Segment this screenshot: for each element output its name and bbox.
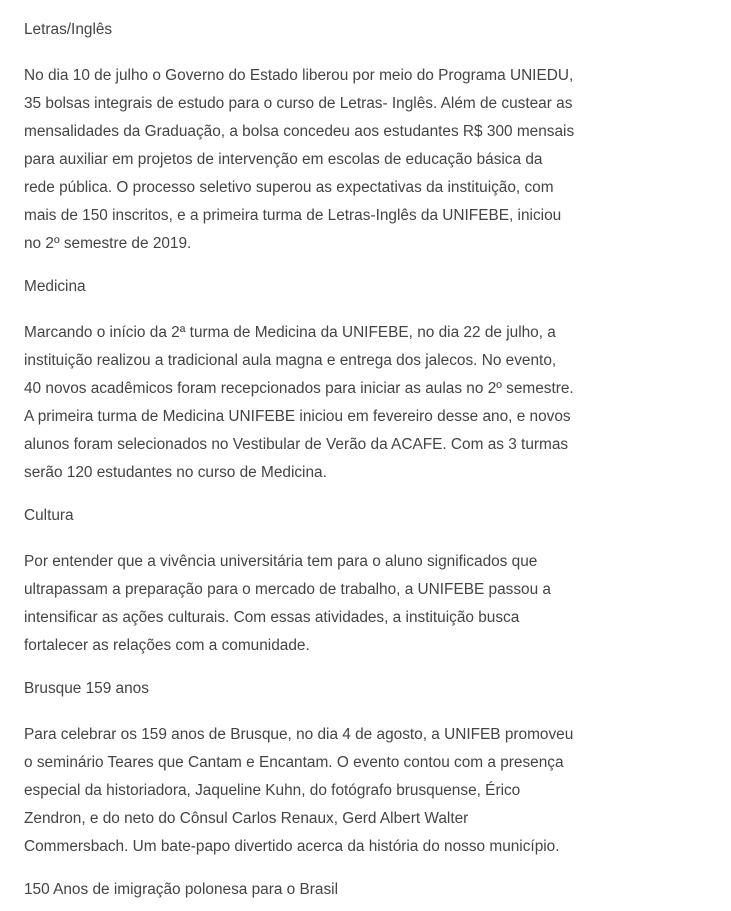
paragraph-line: o seminário Teares que Cantam e Encantam. O evento contou com a presença xyxy=(24,754,564,771)
paragraph-line: instituição realizou a tradicional aula magna e entrega dos jalecos. No evento, xyxy=(24,352,557,369)
paragraph-line: no 2º semestre de 2019. xyxy=(24,235,192,252)
paragraph-line: para auxiliar em projetos de intervenção em escolas de educação básica da xyxy=(24,151,543,168)
section-paragraph xyxy=(24,62,624,258)
paragraph-line: Marcando o início da 2ª turma de Medicina da UNIFEBE, no dia 22 de julho, a xyxy=(24,324,556,341)
section-heading: Letras/Inglês xyxy=(24,21,113,38)
section-heading: Medicina xyxy=(24,278,86,295)
section-imigracao-polonesa xyxy=(24,879,624,901)
section-heading: 150 Anos de imigração polonesa para o Brasil xyxy=(24,881,338,898)
paragraph-line: Para celebrar os 159 anos de Brusque, no dia 4 de agosto, a UNIFEB promoveu xyxy=(24,726,574,743)
section-brusque-159-anos xyxy=(24,678,624,879)
paragraph-line: especial da historiadora, Jaqueline Kuhn, do fotógrafo brusquense, Érico xyxy=(24,782,521,799)
section-medicina xyxy=(24,276,624,505)
section-paragraph xyxy=(24,548,624,660)
paragraph-line: fortalecer as relações com a comunidade. xyxy=(24,637,310,654)
section-paragraph xyxy=(24,721,624,861)
section-heading: Cultura xyxy=(24,507,74,524)
section-heading: Brusque 159 anos xyxy=(24,680,149,697)
paragraph-line: A primeira turma de Medicina UNIFEBE iniciou em fevereiro desse ano, e novos xyxy=(24,408,571,425)
paragraph-line: mensalidades da Graduação, a bolsa concedeu aos estudantes R$ 300 mensais xyxy=(24,123,575,140)
paragraph-line: Commersbach. Um bate-papo divertido acerca da história do nosso município. xyxy=(24,838,560,855)
paragraph-line: 40 novos acadêmicos foram recepcionados para iniciar as aulas no 2º semestre. xyxy=(24,380,574,397)
section-cultura xyxy=(24,505,624,678)
paragraph-line: mais de 150 inscritos, e a primeira turma de Letras-Inglês da UNIFEBE, iniciou xyxy=(24,207,562,224)
paragraph-line: 35 bolsas integrais de estudo para o curso de Letras- Inglês. Além de custear as xyxy=(24,95,573,112)
section-paragraph xyxy=(24,319,624,487)
paragraph-line: rede pública. O processo seletivo superou as expectativas da instituição, com xyxy=(24,179,554,196)
paragraph-line: serão 120 estudantes no curso de Medicina. xyxy=(24,464,327,481)
paragraph-line: ultrapassam a preparação para o mercado de trabalho, a UNIFEBE passou a xyxy=(24,581,551,598)
paragraph-line: Por entender que a vivência universitária tem para o aluno significados que xyxy=(24,553,538,570)
section-letras-ingles xyxy=(24,19,624,276)
paragraph-line: Zendron, e do neto do Cônsul Carlos Renaux, Gerd Albert Walter xyxy=(24,810,469,827)
paragraph-line: intensificar as ações culturais. Com essas atividades, a instituição busca xyxy=(24,609,520,626)
paragraph-line: No dia 10 de julho o Governo do Estado liberou por meio do Programa UNIEDU, xyxy=(24,67,574,84)
paragraph-line: alunos foram selecionados no Vestibular de Verão da ACAFE. Com as 3 turmas xyxy=(24,436,569,453)
